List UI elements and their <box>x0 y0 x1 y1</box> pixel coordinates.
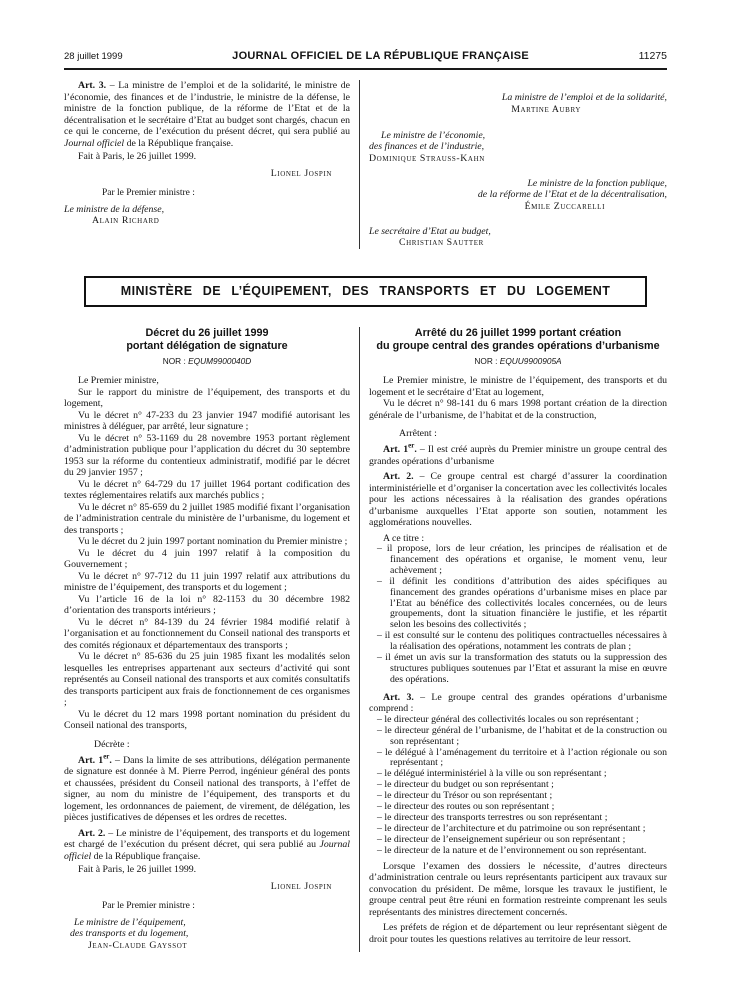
paragraph: Le Premier ministre, <box>78 375 159 386</box>
paragraph: Vu le décret n° 85-636 du 25 juin 1985 fixant les modalités selon lesquelles les entreprises appartenant aux secteurs d’activité qui sont représentés au Conseil national des transports et aux comités consultatifs des transports participent aux frais de fonctionnement de ces organismes ; <box>64 651 350 708</box>
budget-secretary-name: Christian Sautter <box>399 237 484 248</box>
paragraph: Vu le décret n° 84-139 du 24 février 1984 modifié relatif à l’organisation et au fonctionnement du Conseil national des transports et des comités régionaux et départementaux des transports ; <box>64 616 350 651</box>
economie-minister-title-line2: des finances et de l’industrie, <box>369 141 485 152</box>
arrete-title-line2: du groupe central des grandes opérations d’urbanisme <box>376 340 660 352</box>
top-right-column <box>359 80 667 249</box>
journal-officiel-italic: Journal officiel <box>64 137 125 149</box>
paragraph: Vu le décret n° 85-659 du 2 juillet 1985 modifié fixant l’organisation de l’administration centrale du ministère de l’urbanisme, du logement et des transports ; <box>64 501 350 536</box>
article-1-period: . <box>109 754 112 766</box>
list-item: – le délégué interministériel à la ville ou son représentant ; <box>377 768 607 780</box>
arrete-nor-line <box>369 356 667 366</box>
economie-minister-name: Dominique Strauss-Kahn <box>369 152 485 164</box>
article-2-text-end: de la République française. <box>91 850 201 862</box>
header-rule <box>64 68 667 70</box>
nor-value: EQUM9900040D <box>188 356 252 366</box>
fonction-minister-title-line2: de la réforme de l’Etat et de la décentralisation, <box>477 189 667 200</box>
decret-title-line2: portant délégation de signature <box>126 340 288 352</box>
list-item: – il définit les conditions d’attribution des aides spécifiques au financement des grandes opérations d’urbanisme mises en place par l’Etat au bénéfice des collectivités locales concernées, ou de leurs groupements, dont la situation financière le justifie, et les répartit selon les besoins des collectivités ; <box>377 575 667 631</box>
ministry-banner: MINISTÈRE DE L’ÉQUIPEMENT, DES TRANSPORTS ET DU LOGEMENT <box>84 276 647 307</box>
running-header <box>64 50 667 62</box>
article-3-paragraph <box>369 692 667 715</box>
list-item: – le directeur des transports terrestres ou son représentant ; <box>377 811 608 823</box>
header-journal-title: JOURNAL OFFICIEL DE LA RÉPUBLIQUE FRANÇAISE <box>232 50 530 62</box>
page-content <box>64 50 667 952</box>
paragraph: Vu le décret du 2 juin 1997 portant nomination du Premier ministre ; <box>78 536 348 547</box>
par-le-premier-ministre-line: Par le Premier ministre : <box>102 900 195 911</box>
article-2-text: – Ce groupe central est chargé d’assurer la coordination interministérielle et d’organiser la concertation avec les collectivités locales pour les actions nécessaires à la réalisation des grandes opérations d’urbanisme auxquelles l’Etat apporte son soutien, notamment les agglomérations nouvelles. <box>369 471 667 528</box>
budget-secretary-title: Le secrétaire d’Etat au budget, <box>369 225 491 237</box>
emploi-minister-title: La ministre de l’emploi et de la solidarité, <box>501 92 667 103</box>
paragraph: Vu le décret du 12 mars 1998 portant nomination du président du Conseil national des transports, <box>64 708 350 731</box>
decrete-line: Décrète : <box>94 738 130 750</box>
paragraph: Vu le décret n° 97-712 du 11 juin 1997 relatif aux attributions du ministre de l’équipement, des transports et du logement ; <box>64 570 350 593</box>
article-1-number: Art. 1 <box>383 444 409 455</box>
paragraph: Les préfets de région et de département ou leur représentant siègent de droit pour toutes les questions relatives au territoire de leur ressort. <box>369 922 667 945</box>
list-item: – le directeur de l’architecture et du patrimoine ou son représentant ; <box>377 822 646 834</box>
article-1-period: . <box>414 444 417 455</box>
equipement-minister-title-line2: des transports et du logement, <box>70 928 189 939</box>
header-date: 28 juillet 1999 <box>64 51 123 62</box>
article-3-paragraph <box>64 80 350 149</box>
article-2-label: Art. 2. <box>383 471 414 482</box>
article-1-paragraph <box>369 441 667 467</box>
journal-officiel-italic: Journal officiel <box>64 839 350 862</box>
list-item: – le directeur du budget ou son représentant ; <box>377 779 554 791</box>
article-3-text: – La ministre de l’emploi et de la solidarité, le ministre de l’économie, des finances et de l’industrie, le ministre de la défense, le ministre de la fonction publique, de la réforme de l’Etat et de la décentralisation et le secrétaire d’Etat au budget sont chargés, chacun en ce qui le concerne, de l’exécution du présent décret, qui sera publié au <box>64 80 351 137</box>
article-1-label <box>78 752 112 766</box>
arrete-column <box>359 327 667 952</box>
paragraph: Vu le décret n° 47-233 du 23 janvier 1947 modifié autorisant les ministres à déléguer, par arrêté, leur signature ; <box>64 409 350 432</box>
arretent-line: Arrêtent : <box>399 428 437 439</box>
equipement-minister-title-line1: Le ministre de l’équipement, <box>74 916 186 928</box>
paragraph: Vu le décret du 4 juin 1997 relatif à la composition du Gouvernement ; <box>64 547 350 570</box>
list-item: – le directeur de l’enseignement supérieur ou son représentant ; <box>377 833 626 845</box>
articles-section <box>64 327 667 952</box>
article-1-number: Art. 1 <box>78 754 104 766</box>
premier-ministre-signature: Lionel Jospin <box>270 880 332 892</box>
fonction-minister-title-line1: Le ministre de la fonction publique, <box>527 177 667 189</box>
decret-nor-line <box>64 356 350 366</box>
emploi-minister-name: Martine Aubry <box>511 103 581 115</box>
nor-value: EQUU9900905A <box>499 356 562 366</box>
article-1-label <box>383 441 417 455</box>
article-1-superscript: er <box>408 441 415 450</box>
defense-minister-title: Le ministre de la défense, <box>64 203 165 215</box>
a-ce-titre-line: A ce titre : <box>383 532 425 544</box>
paragraph: Le Premier ministre, le ministre de l’équipement, des transports et du logement et le secrétaire d’Etat au logement, <box>369 375 667 398</box>
paragraph: Vu l’article 16 de la loi n° 82-1153 du 30 décembre 1982 d’orientation des transports intérieurs ; <box>64 593 350 616</box>
article-2-paragraph <box>64 828 350 863</box>
article-1-superscript: er <box>103 752 110 761</box>
article-3-label: Art. 3. <box>78 80 107 91</box>
list-item: – le directeur des routes ou son représentant ; <box>377 801 555 813</box>
top-section <box>64 80 667 249</box>
fonction-minister-name: Émile Zuccarelli <box>524 200 605 212</box>
paragraph: Vu le décret n° 98-141 du 6 mars 1998 portant création de la direction générale de l’urbanisme, de l’habitat et de la construction, <box>369 398 667 421</box>
arrete-title-line1: Arrêté du 26 juillet 1999 portant création <box>414 327 622 339</box>
list-item: – le directeur du Trésor ou son représentant ; <box>377 790 553 802</box>
paragraph: Vu le décret n° 53-1169 du 28 novembre 1953 portant règlement d’administration publique pour l’application du décret du 30 septembre 1953 sur la réforme du contentieux administratif, modifié par le décret du 29 janvier 1957 ; <box>64 432 350 478</box>
list-item: – le directeur général des collectivités locales ou son représentant ; <box>377 713 639 725</box>
nor-label: NOR : <box>474 356 498 366</box>
list-item: – il propose, lors de leur création, les principes de réalisation et de financement des opérations et organise, le moment venu, leur achèvement ; <box>377 543 667 576</box>
paragraph: Vu le décret n° 64-729 du 17 juillet 1964 portant codification des textes réglementaires relatifs aux marchés publics ; <box>64 478 350 501</box>
par-le-premier-ministre-line: Par le Premier ministre : <box>102 187 195 198</box>
defense-minister-name: Alain Richard <box>92 215 160 226</box>
article-1-text: – Il est créé auprès du Premier ministre un groupe central des grandes opérations d’urbanisme <box>369 444 667 467</box>
article-1-paragraph <box>64 752 350 824</box>
article-1-text: – Dans la limite de ses attributions, délégation permanente de signature est donnée à M. Pierre Perrod, ingénieur général des ponts et chaussées, président du Conseil national des transports, à l’effet de signer, au nom du ministre de l’équipement, des transports et du logement, les ordonnances de paiement, de virement, de délégation, les pièces justificatives de dépenses et les ordres de recettes. <box>64 754 350 823</box>
fait-a-paris-line: Fait à Paris, le 26 juillet 1999. <box>78 151 197 162</box>
list-item: – le directeur général de l’urbanisme, de l’habitat et de la construction ou son représentant ; <box>377 724 667 747</box>
decret-title-line1: Décret du 26 juillet 1999 <box>145 327 269 339</box>
premier-ministre-signature: Lionel Jospin <box>270 167 332 179</box>
paragraph: Lorsque l’examen des dossiers le nécessite, d’autres directeurs d’administration centrale ou leurs représentants participent aux travaux sur convocation du président. De même, lorsque les travaux le justifient, le groupe central peut être réuni en formation restreinte comprenant les seuls représentants des ministres directement concernés. <box>369 860 667 918</box>
list-item: – il est consulté sur le contenu des politiques contractuelles nécessaires à la réalisation des opérations, notamment les contrats de plan ; <box>377 630 667 653</box>
nor-label: NOR : <box>162 356 186 366</box>
article-3-text: – Le groupe central des grandes opérations d’urbanisme comprend : <box>369 691 667 715</box>
article-2-text: – Le ministre de l’équipement, des transports et du logement est chargé de l’exécution du présent décret, qui sera publié au <box>64 827 350 850</box>
list-item: – il émet un avis sur la transformation des statuts ou la suppression des structures publiques soutenues par l’Etat et assurant la mise en œuvre des opérations. <box>377 652 667 685</box>
header-page-number: 11275 <box>638 50 667 62</box>
paragraph: Sur le rapport du ministre de l’équipement, des transports et du logement, <box>64 386 350 409</box>
decret-column <box>64 327 359 952</box>
top-left-column <box>64 80 359 249</box>
equipement-minister-name: Jean-Claude Gayssot <box>88 939 188 951</box>
fait-a-paris-line: Fait à Paris, le 26 juillet 1999. <box>78 864 197 875</box>
economie-minister-title-line1: Le ministre de l’économie, <box>381 129 486 141</box>
article-2-paragraph <box>369 471 667 529</box>
article-3-text-end: de la République française. <box>124 137 234 149</box>
article-3-label: Art. 3. <box>383 691 414 703</box>
article-2-label: Art. 2. <box>78 827 106 839</box>
list-item: – le directeur de la nature et de l’environnement ou son représentant. <box>377 844 647 856</box>
list-item: – le délégué à l’aménagement du territoire et à l’action régionale ou son représentant ; <box>377 746 667 769</box>
